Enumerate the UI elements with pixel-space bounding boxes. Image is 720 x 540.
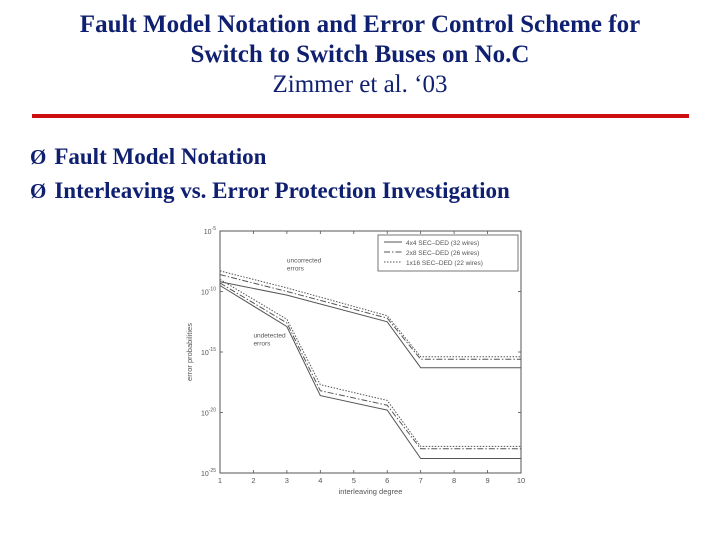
x-tick-label: 10 (516, 476, 526, 485)
series-line-undetected-solid (220, 286, 521, 459)
y-tick-label: $10^{-25}$ (200, 468, 216, 478)
x-tick-label: 6 (385, 476, 390, 485)
slide-title-block (0, 10, 720, 100)
slide-subtitle: Zimmer et al. ‘03 (272, 71, 448, 98)
x-tick-label: 2 (251, 476, 256, 485)
x-tick-label: 3 (284, 476, 289, 485)
bullet-list (30, 140, 510, 208)
bullet-arrow-icon: Ø (30, 144, 47, 169)
y-tick-label: $10^{-20}$ (200, 407, 216, 418)
bullet-item-interleaving (30, 174, 510, 208)
y-tick-label: $10^{-15}$ (200, 347, 216, 357)
annotation-text: errors (253, 340, 271, 348)
error-probability-figure (183, 223, 528, 503)
x-tick-label: 9 (485, 476, 490, 485)
series-line-undetected-dotted (220, 279, 521, 446)
slide-title-line-1: Fault Model Notation and Error Control Scheme for (79, 11, 641, 38)
annotation-text: errors (286, 265, 304, 273)
bullet-label: Fault Model Notation (54, 144, 267, 169)
error-probability-chart (183, 223, 528, 498)
x-tick-label: 8 (452, 476, 457, 485)
x-tick-label: 7 (418, 476, 423, 485)
x-tick-label: 5 (351, 476, 356, 485)
series-line-undetected-dashdot (220, 283, 521, 449)
title-divider (32, 114, 689, 118)
x-axis-label: interleaving degree (338, 487, 403, 496)
bullet-item-fault-model (30, 140, 510, 174)
y-tick-label: $10^{-10}$ (200, 286, 216, 297)
bullet-label: Interleaving vs. Error Protection Investigation (54, 178, 510, 203)
series-line-uncorrected-solid (220, 282, 521, 368)
x-tick-label: 1 (217, 476, 223, 485)
legend-entry-label: 2x8 SEC–DED (26 wires) (406, 250, 480, 257)
y-tick-label: $10^{-5}$ (203, 226, 216, 236)
bullet-arrow-icon: Ø (30, 178, 47, 203)
slide-title-line-2: Switch to Switch Buses on No.C (190, 41, 530, 68)
annotation-text: undetected (253, 332, 286, 340)
y-axis-label: error probabilities (185, 323, 194, 381)
annotation-text: uncorrected (286, 257, 322, 265)
x-tick-label: 4 (318, 476, 323, 485)
legend-entry-label: 1x16 SEC–DED (22 wires) (406, 260, 483, 267)
legend-entry-label: 4x4 SEC–DED (32 wires) (406, 240, 480, 247)
